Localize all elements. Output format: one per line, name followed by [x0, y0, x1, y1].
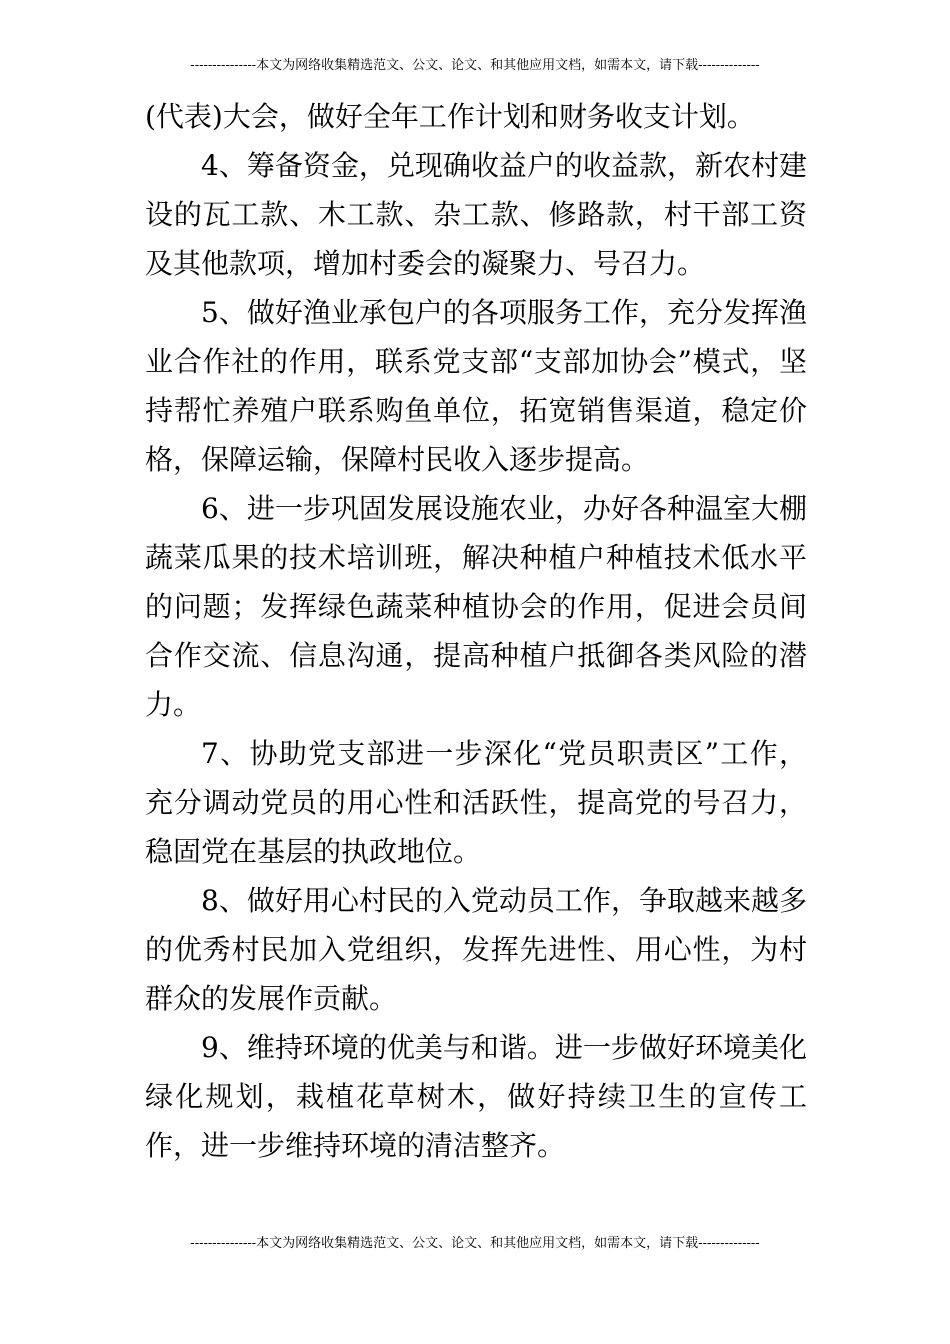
paragraph-item-8: 8、做好用心村民的入党动员工作，争取越来越多的优秀村民加入党组织，发挥先进性、用心性，为村群众的发展作贡献。: [145, 884, 807, 1015]
paragraph-item-7: 7、协助党支部进一步深化“党员职责区”工作，充分调动党员的用心性和活跃性，提高党的号召力，稳固党在基层的执政地位。: [145, 737, 807, 868]
paragraph-continuation: (代表)大会，做好全年工作计划和财务收支计划。: [145, 100, 755, 133]
paragraph-item-9: 9、维持环境的优美与和谐。进一步做好环境美化绿化规划，栽植花草树木，做好持续卫生的宣传工作，进一步维持环境的清洁整齐。: [145, 1031, 807, 1162]
paragraph-item-5: 5、做好渔业承包户的各项服务工作，充分发挥渔业合作社的作用，联系党支部“支部加协会”模式，坚持帮忙养殖户联系购鱼单位，拓宽销售渠道，稳定价格，保障运输，保障村民收入逐步提高。: [145, 296, 807, 476]
footer-notice: ---------------本文为网络收集精选范文、公文、论文、和其他应用文档，如需本文，请下载--------------: [190, 1236, 760, 1251]
document-body: [145, 92, 807, 1170]
paragraph-item-6: 6、进一步巩固发展设施农业，办好各种温室大棚蔬菜瓜果的技术培训班，解决种植户种植技术低水平的问题；发挥绿色蔬菜种植协会的作用，促进会员间合作交流、信息沟通，提高种植户抵御各类风险的潜力。: [145, 492, 807, 721]
paragraph-item-4: 4、筹备资金，兑现确收益户的收益款，新农村建设的瓦工款、木工款、杂工款、修路款，村干部工资及其他款项，增加村委会的凝聚力、号召力。: [145, 149, 807, 280]
header-notice: ---------------本文为网络收集精选范文、公文、论文、和其他应用文档，如需本文，请下载--------------: [190, 58, 760, 73]
